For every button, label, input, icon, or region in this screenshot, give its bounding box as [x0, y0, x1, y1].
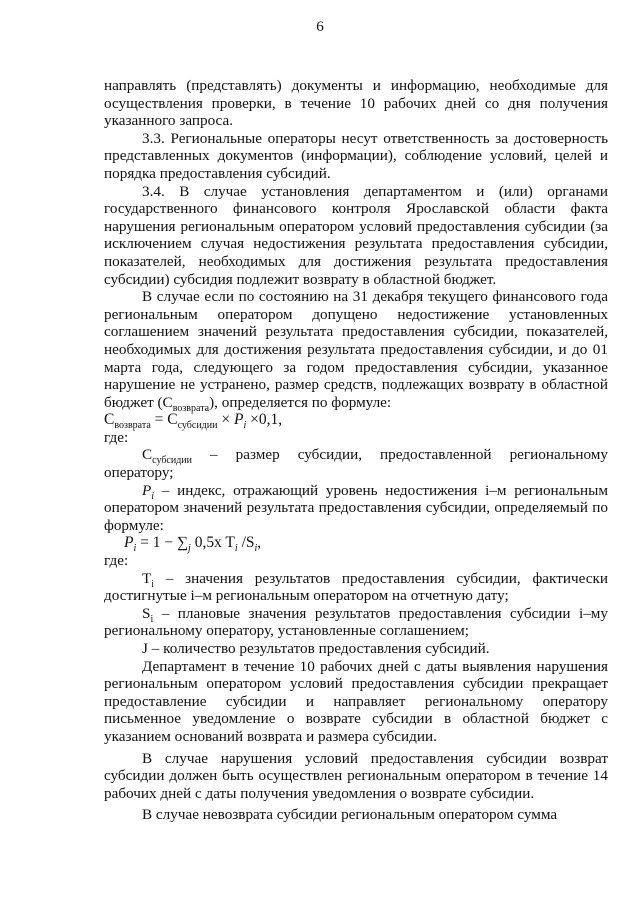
formula-index: $P_i = 1 - \sum_j$ 0,5x $T_i$ $/S_i$,	[124, 534, 262, 555]
formula-refund: $С_{возврата} = С_{субсидии} \times P_i \times 0,1$,	[104, 411, 283, 432]
paragraph-3-3: 3.3. Региональные операторы несут ответственность за достоверность представленных документов (информации), соблюдение условий, целей и порядка предоставления субсидий.	[104, 129, 608, 182]
definition-planned: $S_i$ – плановые значения результатов предоставления субсидии i–му региональному оператору, установленные соглашением;	[104, 604, 608, 640]
paragraph-violation: В случае нарушения условий предоставления субсидии возврат субсидии должен быть осуществлен региональным оператором в течение 14 рабочих дней с даты получения уведомления о возврате субсидии.	[104, 749, 608, 802]
definition-subsidy: $С_{субсидии}$ – размер субсидии, предоставленной региональному оператору;	[104, 446, 608, 482]
paragraph-3-4: 3.4. В случае установления департаментом и (или) органами государственного финансового контроля Ярославской области факта нарушения региональным оператором условий предоставления субсидии (за исключением случая недостижения результата предоставления субсидии, показателей, необходимых для достижения результата предоставления субсидии) субсидия подлежит возврату в областной бюджет.	[104, 182, 608, 288]
where-label-2: где:	[104, 552, 129, 570]
paragraph-shortfall: В случае если по состоянию на 31 декабря текущего финансового года региональным оператором допущено недостижение установленных соглашением значений результата предоставления субсидии, показателей, необходимых для достижения результата предоставления субсидии, и до 01 марта года, следующего за годом предоставления субсидии, указанное нарушение не устранено, размер средств, подлежащих возврату в областной бюджет $(С_{возврата})$, определяется по формуле:	[104, 288, 608, 414]
document-body	[104, 77, 608, 824]
definition-count: J – количество результатов предоставления субсидий.	[142, 640, 490, 657]
page-number: 6	[316, 19, 324, 35]
definition-actual: $T_i$ – значения результатов предоставления субсидии, фактически достигнутые i–м региональным оператором на отчетную дату;	[104, 569, 608, 605]
paragraph-department: Департамент в течение 10 рабочих дней с даты выявления нарушения региональным оператором условий предоставления субсидии прекращает предоставление субсидии и направляет региональному оператору письменное уведомление о возврате субсидии в областной бюджет с указанием оснований возврата и размера субсидии.	[104, 657, 608, 745]
paragraph-continuation: направлять (представлять) документы и информацию, необходимые для осуществления проверки, в течение 10 рабочих дней со дня получения указанного запроса.	[104, 77, 608, 130]
paragraph-nonrefund: В случае невозврата субсидии региональным оператором сумма	[142, 806, 558, 824]
definition-index: $P_i$ – индекс, отражающий уровень недостижения i–м региональным оператором значений результата предоставления субсидии, определяемый по формуле:	[104, 481, 608, 534]
where-label-1: где:	[104, 428, 129, 446]
